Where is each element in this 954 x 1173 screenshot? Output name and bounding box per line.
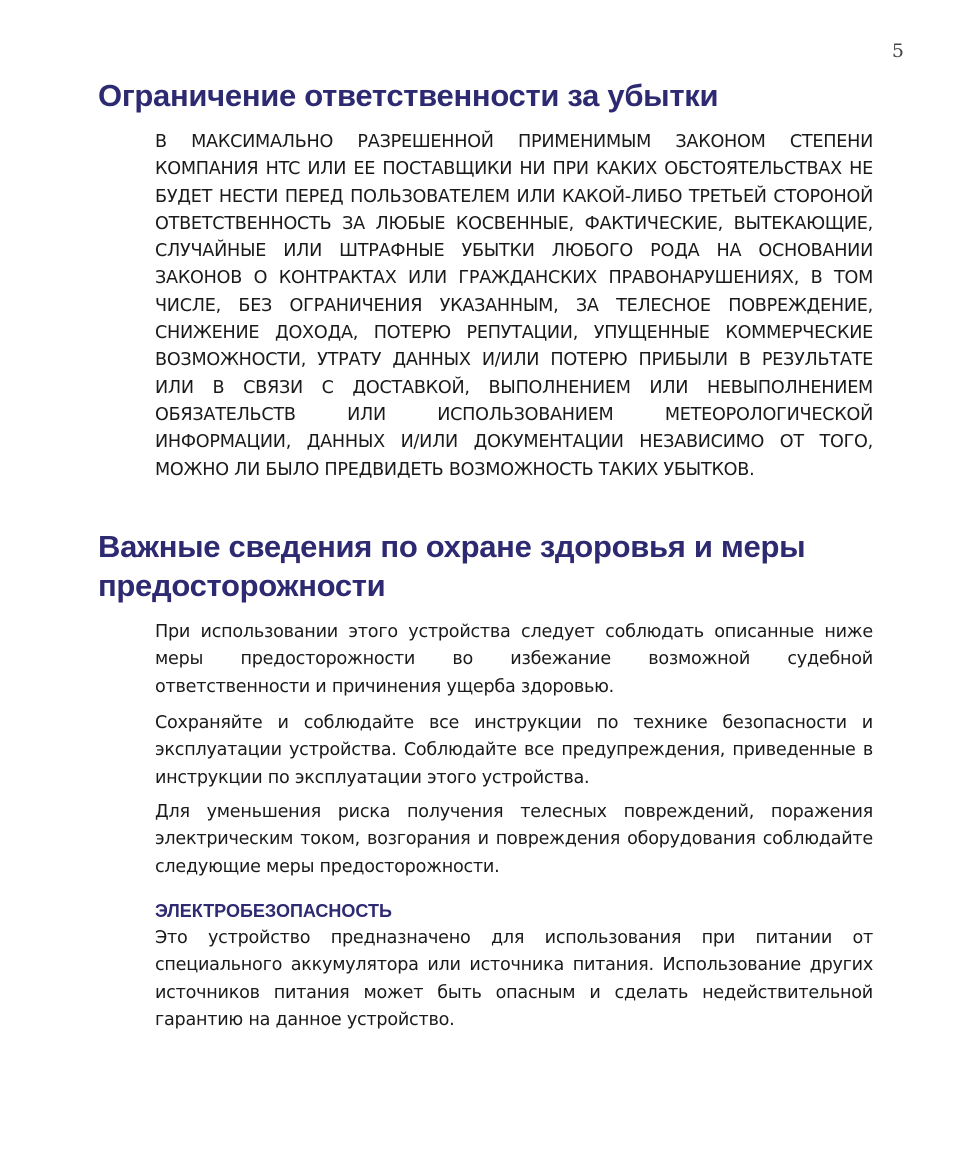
- safety-paragraph-risk: Для уменьшения риска получения телесных повреждений, поражения электрическим током, возгорания и повреждения оборудования соблюдайте следующие меры предосторожности.: [155, 802, 873, 877]
- liability-disclaimer-text: В МАКСИМАЛЬНО РАЗРЕШЕННОЙ ПРИМЕНИМЫМ ЗАКОНОМ СТЕПЕНИ КОМПАНИЯ HTC ИЛИ ЕЕ ПОСТАВЩИКИ НИ ПРИ КАКИХ ОБСТОЯТЕЛЬСТВАХ НЕ БУДЕТ НЕСТИ ПЕРЕД ПОЛЬЗОВАТЕЛЕМ ИЛИ КАКОЙ-ЛИБО ТРЕТЬЕЙ СТОРОНОЙ ОТВЕТСТВЕННОСТЬ ЗА ЛЮБЫЕ КОСВЕННЫЕ, ФАКТИЧЕСКИЕ, ВЫТЕКАЮЩИЕ, СЛУЧАЙНЫЕ ИЛИ ШТРАФНЫЕ УБЫТКИ ЛЮБОГО РОДА НА ОСНОВАНИИ ЗАКОНОВ О КОНТРАКТАХ ИЛИ ГРАЖДАНСКИХ ПРАВОНАРУШЕНИЯХ, В ТОМ ЧИСЛЕ, БЕЗ ОГРАНИЧЕНИЯ УКАЗАННЫМ, ЗА ТЕЛЕСНОЕ ПОВРЕЖДЕНИЕ, СНИЖЕНИЕ ДОХОДА, ПОТЕРЮ РЕПУТАЦИИ, УПУЩЕННЫЕ КОММЕРЧЕСКИЕ ВОЗМОЖНОСТИ, УТРАТУ ДАННЫХ И/ИЛИ ПОТЕРЮ ПРИБЫЛИ В РЕЗУЛЬТАТЕ ИЛИ В СВЯЗИ С ДОСТАВКОЙ, ВЫПОЛНЕНИЕМ ИЛИ НЕВЫПОЛНЕНИЕМ ОБЯЗАТЕЛЬСТВ ИЛИ ИСПОЛЬЗОВАНИЕМ МЕТЕОРОЛОГИЧЕСКОЙ ИНФОРМАЦИИ, ДАННЫХ И/ИЛИ ДОКУМЕНТАЦИИ НЕЗАВИСИМО ОТ ТОГО, МОЖНО ЛИ БЫЛО ПРЕДВИДЕТЬ ВОЗМОЖНОСТЬ ТАКИХ УБЫТКОВ.: [155, 132, 873, 480]
- electrical-safety-text: Это устройство предназначено для использования при питании от специального аккумулятора или источника питания. Использование других источников питания может быть опасным и сделать недействительной гарантию на данное устройство.: [155, 928, 873, 1030]
- liability-heading: Ограничение ответственности за убытки: [98, 78, 719, 113]
- safety-paragraph-intro: При использовании этого устройства следует соблюдать описанные ниже меры предосторожности во избежание возможной судебной ответственности и причинения ущерба здоровью.: [155, 622, 873, 697]
- electrical-safety-heading: ЭЛЕКТРОБЕЗОПАСНОСТЬ: [155, 901, 392, 921]
- page-number: 5: [891, 40, 904, 62]
- safety-heading: Важные сведения по охране здоровья и меры предосторожности: [98, 529, 806, 603]
- safety-paragraph-instructions: Сохраняйте и соблюдайте все инструкции по технике безопасности и эксплуатации устройства. Соблюдайте все предупреждения, приведенные в инструкции по эксплуатации этого устройства.: [155, 713, 873, 788]
